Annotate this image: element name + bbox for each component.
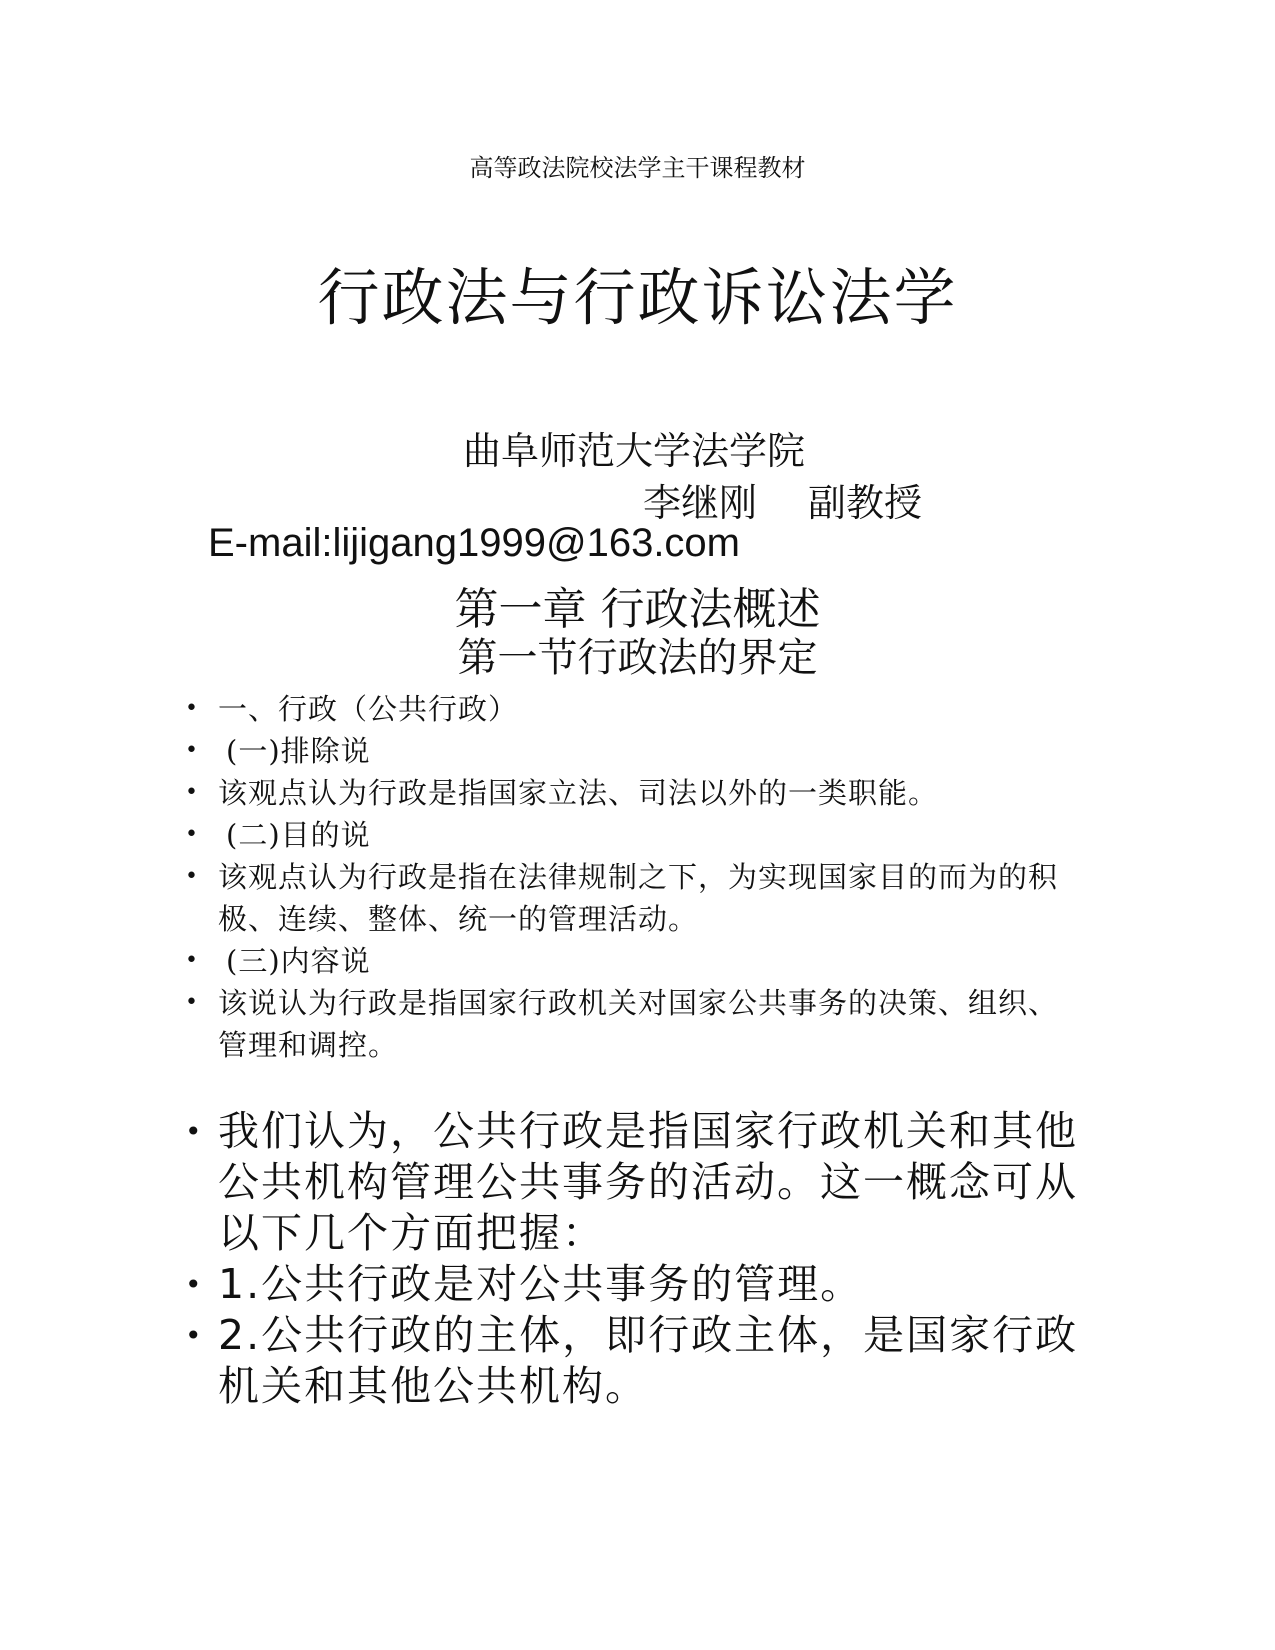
section-heading: 第一节行政法的界定: [457, 635, 818, 681]
list-item-text: (二)目的说: [226, 818, 371, 852]
bullet-icon: •: [185, 1319, 204, 1352]
list-item: [185, 772, 1085, 814]
definition-list: [185, 688, 1085, 1066]
list-item: [185, 982, 1085, 1066]
bullet-icon: •: [185, 780, 199, 805]
bullet-icon: •: [185, 822, 199, 847]
author-name: 李继刚: [643, 481, 758, 525]
bullet-icon: •: [185, 738, 199, 763]
list-item-text: 1.公共行政是对公共事务的管理。: [218, 1260, 864, 1308]
list-item: [185, 730, 1085, 772]
list-item-text: 我们认为，公共行政是指国家行政机关和其他公共机构管理公共事务的活动。这一概念可从以下几个方面把握：: [218, 1107, 1078, 1257]
conclusion-list: [185, 1106, 1085, 1412]
chapter-heading: 第一章 行政法概述: [454, 584, 821, 635]
bullet-icon: •: [185, 990, 199, 1015]
bullet-icon: •: [185, 1268, 204, 1301]
list-item-text: 该观点认为行政是指在法律规制之下，为实现国家目的而为的积极、连续、整体、统一的管理活动。: [218, 860, 1059, 936]
author-institution: 曲阜师范大学法学院: [463, 429, 806, 473]
series-subtitle: 高等政法院校法学主干课程教材: [469, 154, 806, 182]
list-item: [185, 1310, 1085, 1412]
list-item: [185, 1259, 1085, 1310]
list-item: [185, 856, 1085, 940]
bullet-icon: •: [185, 948, 199, 973]
author-rank: 副教授: [808, 481, 923, 525]
list-item: [185, 688, 1085, 730]
list-item: [185, 940, 1085, 982]
author-email: E-mail:lijigang1999@163.com: [208, 521, 740, 565]
list-item-text: (三)内容说: [226, 944, 371, 978]
list-item-text: 2.公共行政的主体，即行政主体，是国家行政机关和其他公共机构。: [218, 1311, 1079, 1410]
list-item-text: 一、行政（公共行政）: [218, 692, 519, 726]
list-item-text: (一)排除说: [226, 734, 371, 768]
bullet-icon: •: [185, 696, 199, 721]
bullet-icon: •: [185, 1115, 204, 1148]
list-item-text: 该观点认为行政是指国家立法、司法以外的一类职能。: [218, 776, 939, 810]
list-item-text: 该说认为行政是指国家行政机关对国家公共事务的决策、组织、管理和调控。: [218, 986, 1059, 1062]
list-item: [185, 814, 1085, 856]
bullet-icon: •: [185, 864, 199, 889]
document-title: 行政法与行政诉讼法学: [317, 261, 958, 334]
list-item: [185, 1106, 1085, 1259]
